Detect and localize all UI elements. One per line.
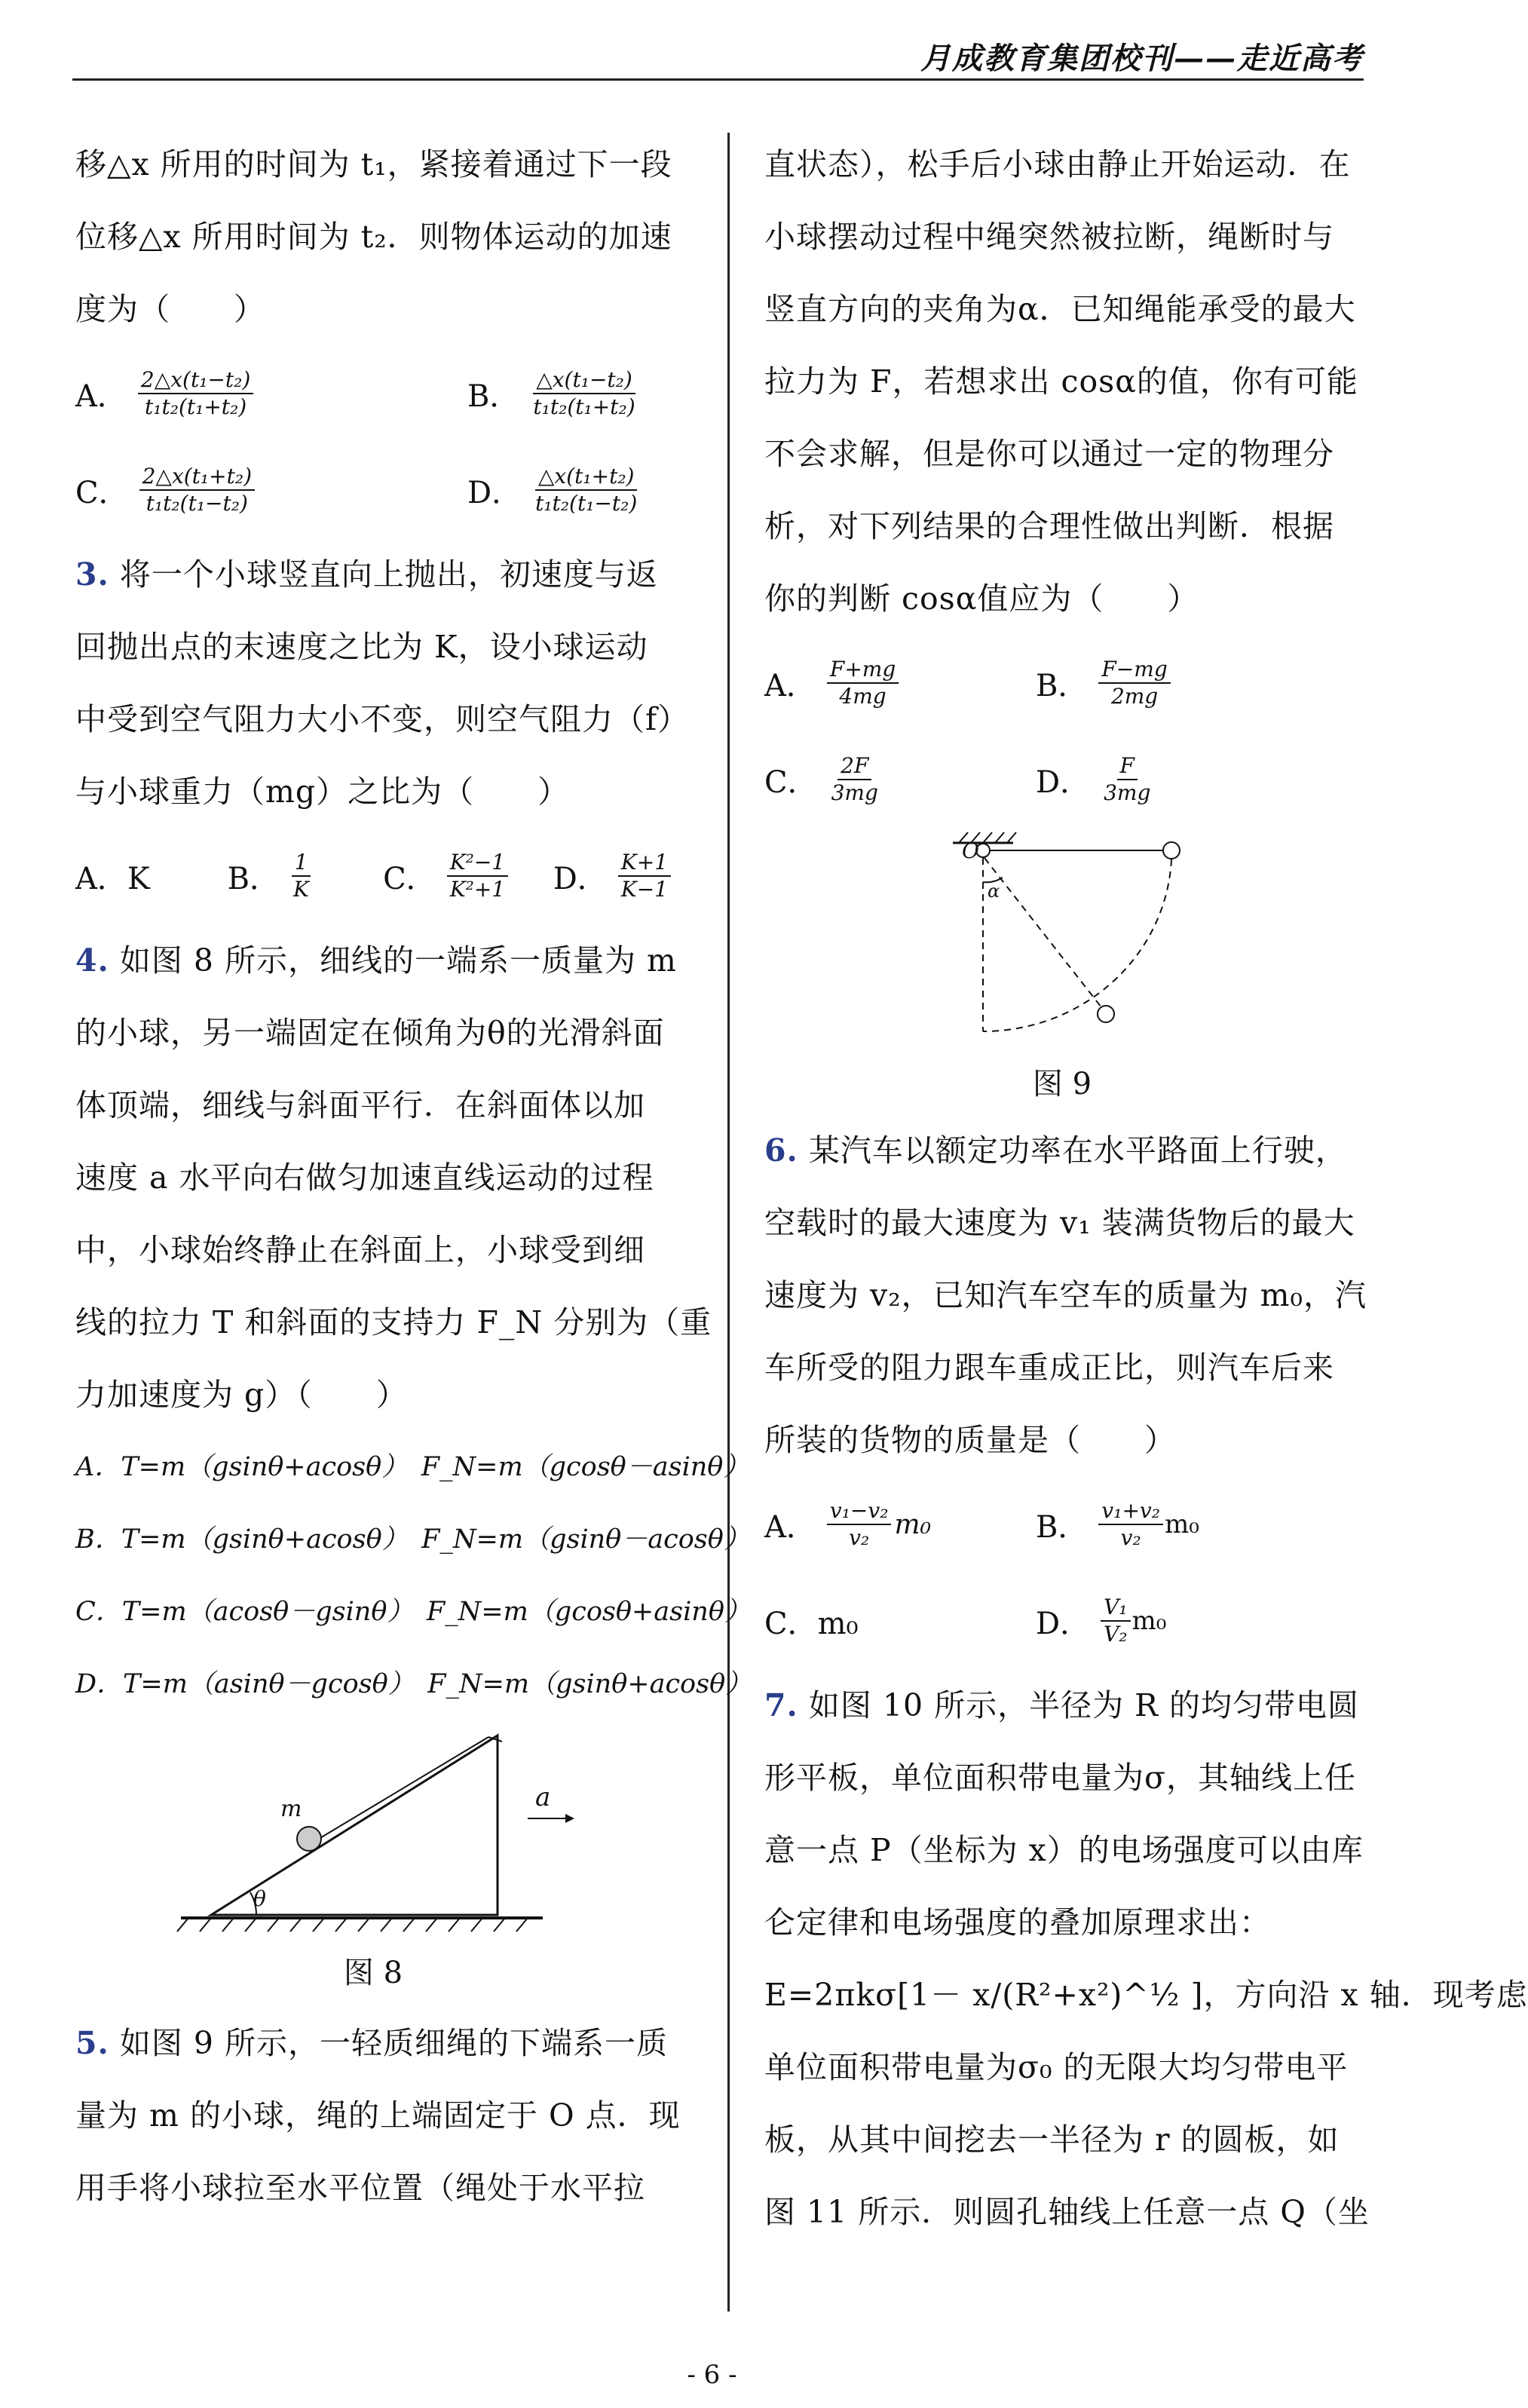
q4-option-d: D．T=m（asinθ－gcosθ） F_N=m（gsinθ+acosθ） — [75, 1669, 752, 1699]
q2-b-denominator: t₁t₂(t₁+t₂) — [533, 394, 635, 419]
q7-number: 7. — [764, 1687, 798, 1723]
q3-option-d: D． $\frac{K+1}{K-1}$ — [553, 850, 671, 902]
q5-line-1: 5. 如图 9 所示，一轻质细绳的下端系一质 — [75, 2025, 668, 2061]
fig8-label-theta: θ — [253, 1886, 266, 1911]
q2-a-denominator: t₁t₂(t₁+t₂) — [144, 394, 247, 419]
q2-d-numerator: △x(t₁+t₂) — [535, 464, 638, 491]
pendulum-diagram — [764, 828, 1360, 1054]
page-number: - 6 - — [687, 2360, 737, 2390]
left-column — [75, 128, 752, 2224]
q3-line-1: 3. 将一个小球竖直向上抛出，初速度与返 — [75, 556, 658, 593]
q2-option-b: B． $\frac{\text{△x(t₁−t₂)}}{\text{t₁t₂(t₁+t₂)}}$ — [467, 367, 638, 420]
right-column — [764, 128, 1528, 2248]
q5-cont-line-5: 不会求解，但是你可以通过一定的物理分 — [764, 436, 1334, 472]
q5-cont-line-2: 小球摆动过程中绳突然被拉断，绳断时与 — [764, 219, 1334, 255]
q2-d-denominator: t₁t₂(t₁−t₂) — [535, 491, 638, 516]
q4-line-5: 中，小球始终静止在斜面上，小球受到细 — [75, 1232, 645, 1268]
q4-line-3: 体顶端，细线与斜面平行．在斜面体以加 — [75, 1087, 645, 1123]
q5-cont-line-6: 析，对下列结果的合理性做出判断．根据 — [764, 508, 1334, 544]
q6-line-5: 所装的货物的质量是（ ） — [764, 1422, 1176, 1458]
q2-line-2: 位移△x 所用时间为 t₂．则物体运动的加速 — [75, 219, 672, 255]
q5-cont-line-7: 你的判断 cosα值应为（ ） — [764, 581, 1199, 617]
q5-cont-line-3: 竖直方向的夹角为α．已知绳能承受的最大 — [764, 291, 1356, 327]
q2-options-row-1 — [75, 345, 671, 442]
q5-option-c: C． $\frac{2F}{3mg}$ — [764, 753, 878, 805]
q2-option-d: D． $\frac{\text{△x(t₁+t₂)}}{\text{t₁t₂(t₁−t₂)}}$ — [467, 464, 640, 516]
q5-number: 5. — [75, 2025, 109, 2061]
q3-line-4: 与小球重力（mg）之比为（ ） — [75, 774, 570, 810]
q2-option-a: A． $\frac{\text{2△x(t₁−t₂)}}{\text{t₁t₂(t₁+t₂)}}$ — [75, 367, 467, 420]
q6-option-d: D． $\frac{\text{V₁}}{\text{V₂}}$ m₀ — [1036, 1595, 1167, 1647]
q5-cont-line-4: 拉力为 F，若想求出 cosα的值，你有可能 — [764, 363, 1358, 400]
q5-cont-line-1: 直状态），松手后小球由静止开始运动．在 — [764, 146, 1351, 182]
figure-8 — [75, 1720, 671, 1939]
q5-options-row-2 — [764, 731, 1360, 828]
q2-a-numerator: 2△x(t₁−t₂) — [138, 367, 253, 394]
header-rule — [72, 78, 1364, 81]
q5-option-d: D． $\frac{F}{3mg}$ — [1036, 753, 1151, 805]
q4-line-2: 的小球，另一端固定在倾角为θ的光滑斜面 — [75, 1015, 665, 1051]
q7-line-7: 板，从其中间挖去一半径为 r 的圆板，如 — [764, 2122, 1340, 2158]
q3-line-3: 中受到空气阻力大小不变，则空气阻力（f） — [75, 701, 690, 737]
q5-line-3: 用手将小球拉至水平位置（绳处于水平拉 — [75, 2170, 645, 2206]
q6-option-c: C．m₀ — [764, 1606, 859, 1641]
figure-8-caption: 图 8 — [343, 1956, 403, 1990]
q5-option-b: B． $\frac{F-mg}{2mg}$ — [1036, 657, 1171, 709]
q3-line-2: 回抛出点的末速度之比为 K，设小球运动 — [75, 629, 648, 665]
fig8-label-a: a — [535, 1782, 551, 1812]
q7-line-1: 7. 如图 10 所示，半径为 R 的均匀带电圆 — [764, 1687, 1360, 1723]
q3-option-c: C． $\frac{\text{K²−1}}{\text{K²+1}}$ — [383, 850, 553, 902]
q4-line-4: 速度 a 水平向右做匀加速直线运动的过程 — [75, 1160, 654, 1196]
q6-line-3: 速度为 v₂，已知汽车空车的质量为 m₀，汽 — [764, 1277, 1367, 1313]
q4-option-a: A．T=m（gsinθ+acosθ） F_N=m（gcosθ－asinθ） — [75, 1452, 750, 1482]
q3-option-a: A．K — [75, 861, 150, 896]
q3-number: 3. — [75, 556, 109, 593]
q2-c-numerator: 2△x(t₁+t₂) — [139, 464, 255, 491]
q7-line-6: 单位面积带电量为σ₀ 的无限大均匀带电平 — [764, 2049, 1349, 2085]
q6-line-2: 空载时的最大速度为 v₁ 装满货物后的最大 — [764, 1205, 1355, 1241]
q2-line-1: 移△x 所用的时间为 t₁，紧接着通过下一段 — [75, 146, 672, 182]
column-divider — [727, 133, 730, 2311]
q5-line-2: 量为 m 的小球，绳的上端固定于 O 点．现 — [75, 2097, 681, 2134]
q4-line-6: 线的拉力 T 和斜面的支持力 F_N 分别为（重 — [75, 1304, 712, 1340]
q4-option-c: C．T=m（acosθ－gsinθ） F_N=m（gcosθ+asinθ） — [75, 1597, 751, 1627]
q2-b-numerator: △x(t₁−t₂) — [533, 367, 635, 394]
q6-option-a: A． $\frac{\text{v₁−v₂}}{\text{v₂}}$ m₀ — [764, 1498, 932, 1550]
q7-line-4: 仑定律和电场强度的叠加原理求出： — [764, 1904, 1271, 1941]
q6-option-b: B． $\frac{\text{v₁+v₂}}{\text{v₂}}$ m₀ — [1036, 1498, 1199, 1550]
q7-line-2: 形平板，单位面积带电量为σ，其轴线上任 — [764, 1760, 1356, 1796]
q2-line-3: 度为（ ） — [75, 291, 265, 327]
fig9-label-o: O — [962, 838, 979, 863]
fig9-label-alpha: α — [988, 881, 1000, 902]
q2-c-denominator: t₁t₂(t₁−t₂) — [145, 491, 248, 516]
journal-title: 月成教育集团校刊——走近高考 — [920, 41, 1364, 76]
q2-option-c: C． $\frac{\text{2△x(t₁+t₂)}}{\text{t₁t₂(t₁−t₂)}}$ — [75, 464, 467, 516]
q5-options-row-1 — [764, 635, 1360, 731]
q7-line-3: 意一点 P（坐标为 x）的电场强度可以由库 — [764, 1832, 1364, 1868]
q7-line-8: 图 11 所示．则圆孔轴线上任意一点 Q（坐 — [764, 2194, 1370, 2230]
q6-number: 6. — [764, 1132, 798, 1169]
q4-line-1: 4. 如图 8 所示，细线的一端系一质量为 m — [75, 942, 677, 979]
q6-options-row-2 — [764, 1573, 1360, 1669]
q4-line-7: 力加速度为 g）（ ） — [75, 1377, 408, 1413]
q4-number: 4. — [75, 942, 109, 979]
fig8-label-m: m — [280, 1796, 302, 1822]
incline-diagram — [75, 1720, 671, 1939]
q3-options-row — [75, 828, 671, 924]
q6-line-1: 6. 某汽车以额定功率在水平路面上行驶， — [764, 1132, 1347, 1169]
q2-options-row-2 — [75, 442, 671, 538]
q5-option-a: A． $\frac{F+mg}{4mg}$ — [764, 657, 1036, 709]
q6-options-row-1 — [764, 1476, 1360, 1573]
q3-option-b: B． $\frac{1}{K}$ — [228, 850, 383, 902]
figure-9 — [764, 828, 1360, 1054]
figure-9-caption: 图 9 — [1032, 1067, 1092, 1101]
q6-line-4: 车所受的阻力跟车重成正比，则汽车后来 — [764, 1350, 1334, 1386]
q7-line-5-formula: E=2πkσ[1－ x/(R²+x²)^½ ]，方向沿 x 轴．现考虑 — [764, 1977, 1528, 2013]
q4-option-b: B．T=m（gsinθ+acosθ） F_N=m（gsinθ－acosθ） — [75, 1524, 750, 1555]
